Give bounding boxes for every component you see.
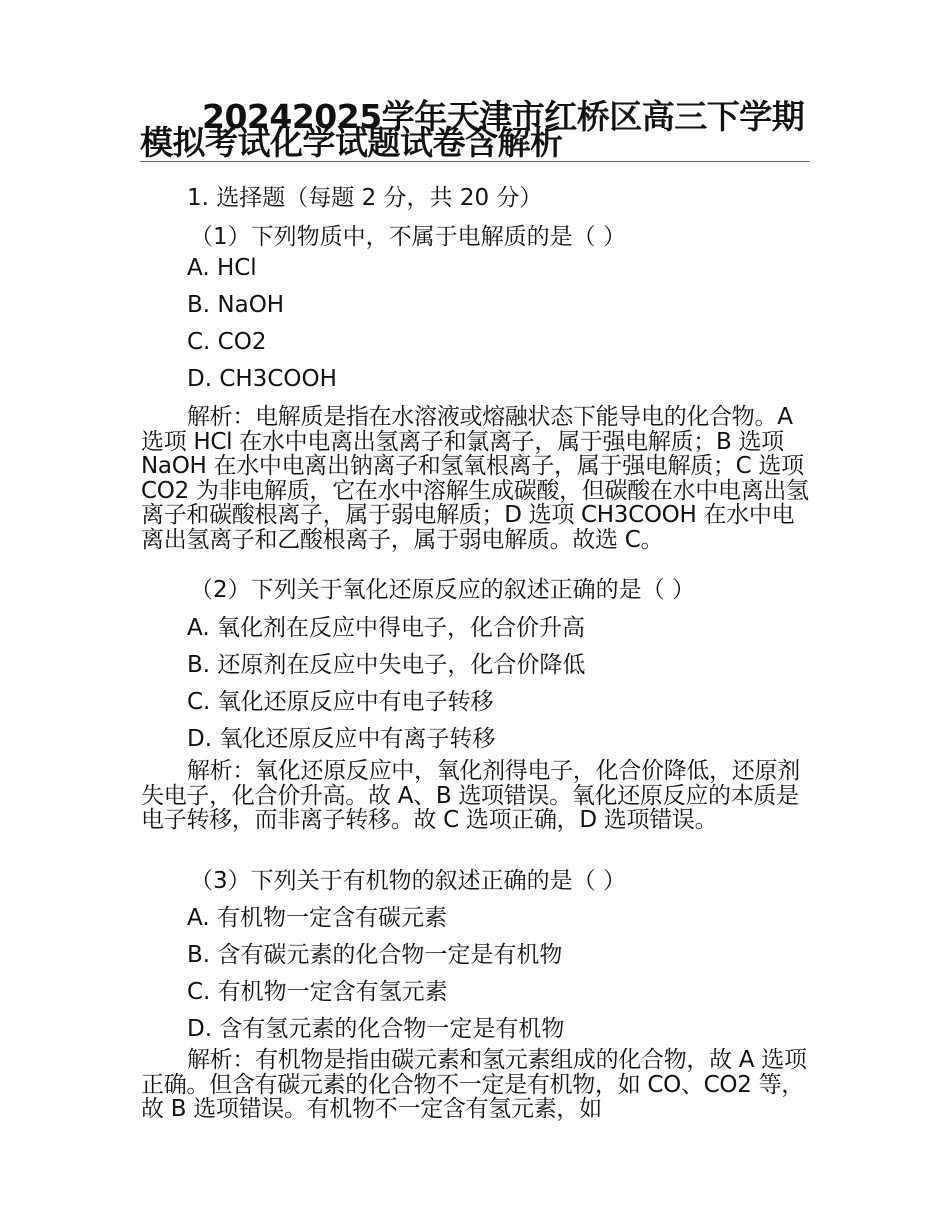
title-underline: [140, 161, 810, 162]
question-2-option-b: B. 还原剂在反应中失电子，化合价降低: [187, 652, 586, 678]
question-2-option-d: D. 氧化还原反应中有离子转移: [187, 726, 496, 752]
question-1-option-d: D. CH3COOH: [187, 366, 337, 392]
question-3-option-c: C. 有机物一定含有氢元素: [187, 979, 448, 1005]
document-title: 20242025学年天津市红桥区高三下学期模拟考试化学试题试卷含解析: [140, 97, 805, 162]
question-3-option-a: A. 有机物一定含有碳元素: [187, 905, 447, 931]
question-1-option-b: B. NaOH: [187, 292, 285, 318]
section-heading: 1. 选择题（每题 2 分，共 20 分）: [187, 185, 543, 211]
question-1-option-c: C. CO2: [187, 329, 267, 355]
question-2-stem: （2）下列关于氧化还原反应的叙述正确的是（ ）: [190, 577, 695, 603]
question-2-option-a: A. 氧化剂在反应中得电子，化合价升高: [187, 615, 585, 641]
question-1-stem: （1）下列物质中，不属于电解质的是（ ）: [190, 224, 626, 250]
question-1-option-a: A. HCl: [187, 255, 257, 281]
question-3-explanation: 解析：有机物是指由碳元素和氢元素组成的化合物，故 A 选项正确。但含有碳元素的化合物不一定是有机物，如 CO、CO2 等，故 B 选项错误。有机物不一定含有氢元素，如: [141, 1047, 807, 1122]
question-3-stem: （3）下列关于有机物的叙述正确的是（ ）: [190, 868, 626, 894]
question-2-option-c: C. 氧化还原反应中有电子转移: [187, 689, 494, 715]
question-2-explanation: 解析：氧化还原反应中，氧化剂得电子，化合价降低，还原剂失电子，化合价升高。故 A、B 选项错误。氧化还原反应的本质是电子转移，而非离子转移。故 C 选项正确，D 选项错误。: [141, 758, 800, 833]
question-1-explanation: 解析：电解质是指在水溶液或熔融状态下能导电的化合物。A 选项 HCl 在水中电离出氢离子和氯离子，属于强电解质；B 选项 NaOH 在水中电离出钠离子和氢氧根离子，属于强电解质；C 选项 CO2 为非电解质，它在水中溶解生成碳酸，但碳酸在水中电离出氢离子和碳酸根离子，属于弱电解质；D 选项 CH3COOH 在水中电离出氢离子和乙酸根离子，属于弱电解质。故选 C。: [141, 404, 809, 553]
question-3-option-b: B. 含有碳元素的化合物一定是有机物: [187, 942, 563, 968]
question-3-option-d: D. 含有氢元素的化合物一定是有机物: [187, 1016, 565, 1042]
